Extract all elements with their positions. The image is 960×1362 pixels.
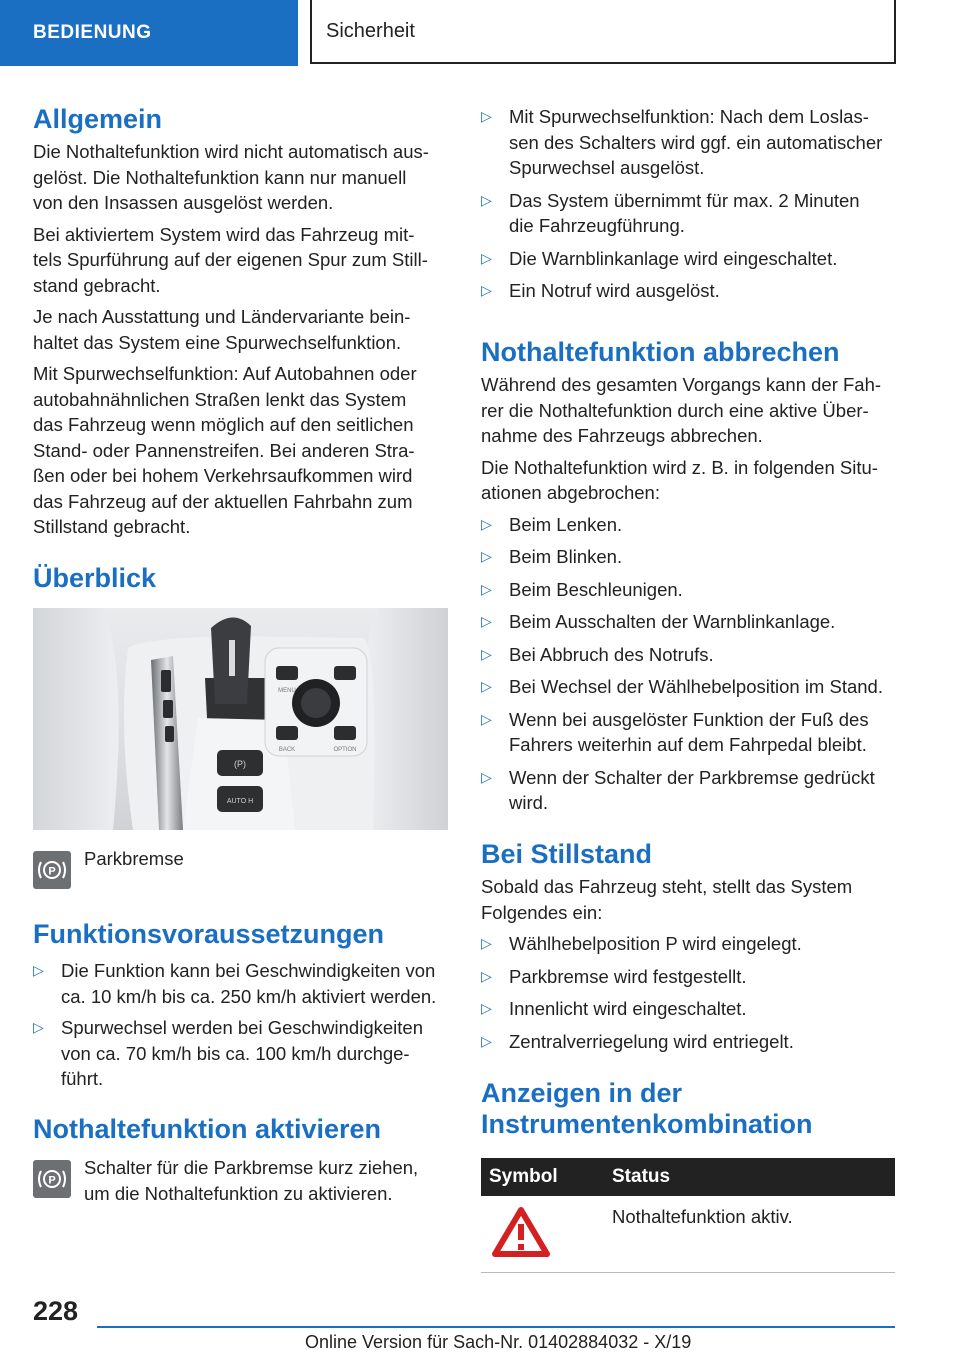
heading-allgemein: Allgemein [33,104,163,134]
bullet-triangle-icon: ▷ [481,580,492,597]
list-item: ▷ Spurwechsel werden bei Geschwindigkeiten von ca. 70 km/h bis ca. 100 km/h durchge- führt. [33,1017,423,1089]
list-item: ▷ Wenn bei ausgelöster Funktion der Fuß des Fahrers weiterhin auf dem Fahrpedal bleibt. [481,708,869,755]
top-list-wrap [481,104,896,304]
paragraph: Mit Spurwechselfunktion: Auf Autobahnen oder autobahnähnlichen Straßen lenkt das System das Fahrzeug wenn möglich auf den seitlichen Stand- oder Pannenstreifen. Bei anderen Stra- ßen oder bei hohem Verkehrsaufkommen wird das Fahrzeug auf der aktuellen Fahrbahn zum Stillstand gebracht. [33,363,417,537]
bullet-triangle-icon: ▷ [481,1032,492,1049]
list-item: ▷ Beim Ausschalten der Warnblinkanlage. [481,609,896,635]
header-title: Sicherheit [326,19,415,42]
paragraph: Während des gesamten Vorgangs kann der Fah- rer die Nothaltefunktion durch eine aktive Über- nahme des Fahrzeugs abbrechen. [481,374,882,446]
list-item: ▷ Zentralverriegelung wird entriegelt. [481,1029,896,1055]
footer-text: Online Version für Sach-Nr. 01402884032 - X/19 [305,1332,692,1352]
page-number: 228 [33,1296,79,1326]
symbol-status-table [481,1158,895,1273]
list-item: ▷ Bei Wechsel der Wählhebelposition im Stand. [481,674,896,700]
section-allgemein [33,104,448,540]
heading-voraussetzungen: Funktionsvoraussetzungen [33,919,385,949]
list-item: ▷ Beim Blinken. [481,544,896,570]
bullet-triangle-icon: ▷ [481,282,492,298]
svg-text:P: P [48,1174,56,1187]
paragraph: Sobald das Fahrzeug steht, stellt das System Folgendes ein: [481,876,853,923]
table-header [481,1158,895,1196]
warning-triangle-icon [491,1206,551,1263]
svg-text:MENU: MENU [278,688,296,694]
bullet-triangle-icon: ▷ [481,935,492,951]
column-header-symbol: Symbol [489,1166,558,1187]
svg-text:P: P [48,865,56,878]
status-text: Nothaltefunktion aktiv. [612,1206,793,1227]
list-item: ▷ Mit Spurwechselfunktion: Nach dem Loslas- sen des Schalters wird ggf. ein automatischer Spurwechsel ausgelöst. [481,106,883,178]
section-ueberblick [33,563,448,594]
status-cell [612,1204,793,1230]
svg-text:AUTO H: AUTO H [226,798,254,805]
paragraph: Bei aktiviertem System wird das Fahrzeug mit- tels Spurführung auf der eigenen Spur zum Still- stand gebracht. [33,223,428,296]
svg-text:(P): (P) [234,759,246,769]
section-aktivieren [33,1114,448,1145]
list-item: ▷ Die Warnblinkanlage wird eingeschaltet. [481,246,896,272]
parkbremse-caption [84,846,184,872]
bullet-triangle-icon: ▷ [481,108,492,124]
list-item: ▷ Parkbremse wird festgestellt. [481,964,896,990]
bullet-triangle-icon: ▷ [481,249,492,266]
list-item: ▷ Beim Beschleunigen. [481,577,896,603]
section-stillstand [481,839,896,1054]
paragraph: Je nach Ausstattung und Ländervariante bein- haltet das System eine Spurwechselfunktion. [33,306,411,353]
table-row [481,1196,895,1273]
page-header [310,0,896,64]
list-item: ▷ Wenn der Schalter der Parkbremse gedrückt wird. [481,766,875,813]
bullet-triangle-icon: ▷ [481,768,492,785]
bullet-triangle-icon: ▷ [481,515,492,532]
aktivieren-icon-wrap [33,1160,71,1198]
caption-text: Parkbremse [84,848,184,869]
bullet-triangle-icon: ▷ [481,191,492,208]
bullet-triangle-icon: ▷ [481,645,492,662]
section-abbrechen [481,337,896,816]
list-item: ▷ Innenlicht wird eingeschaltet. [481,996,896,1022]
paragraph: Die Nothaltefunktion wird nicht automatisch aus- gelöst. Die Nothaltefunktion kann nur manuell von den Insassen ausgelöst werden. [33,141,429,213]
bullet-triangle-icon: ▷ [33,962,44,978]
heading-aktivieren: Nothaltefunktion aktivieren [33,1114,382,1144]
aktivieren-text-wrap [84,1155,454,1206]
center-console-illustration [33,608,448,830]
bullet-triangle-icon: ▷ [481,613,492,629]
bullet-triangle-icon: ▷ [33,1019,44,1035]
section-anzeigen [481,1078,896,1140]
heading-ueberblick: Überblick [33,563,157,593]
bullet-triangle-icon: ▷ [481,967,492,984]
parking-brake-icon [33,851,71,889]
bullet-triangle-icon: ▷ [481,1000,492,1016]
center-console-photo [33,608,448,830]
svg-text:BACK: BACK [278,747,296,753]
list-item: ▷ Ein Notruf wird ausgelöst. [481,278,896,304]
heading-stillstand: Bei Stillstand [481,839,653,869]
list-item: ▷ Das System übernimmt für max. 2 Minuten die Fahrzeugführung. [481,189,860,236]
svg-text:OPTION: OPTION [333,747,357,753]
section-voraussetzungen [33,919,448,1092]
section-tab [0,0,298,66]
parkbremse-legend [33,851,71,889]
heading-abbrechen: Nothaltefunktion abbrechen [481,337,840,367]
bullet-triangle-icon: ▷ [481,710,492,727]
list-item: ▷ Beim Lenken. [481,512,896,538]
column-header-status: Status [612,1166,671,1187]
footer-divider [97,1326,895,1328]
heading-anzeigen: Anzeigen in der Instrumentenkombination [481,1078,813,1139]
aktivieren-text: Schalter für die Parkbremse kurz ziehen, um die Nothaltefunktion zu aktivieren. [84,1157,419,1204]
section-label: BEDIENUNG [33,22,152,43]
bullet-triangle-icon: ▷ [481,548,492,564]
list-item: ▷ Wählhebelposition P wird eingelegt. [481,931,896,957]
parking-brake-icon [33,1160,71,1198]
bullet-triangle-icon: ▷ [481,678,492,694]
list-item: ▷ Die Funktion kann bei Geschwindigkeiten von ca. 10 km/h bis ca. 250 km/h aktiviert werden. [33,960,437,1007]
list-item: ▷ Bei Abbruch des Notrufs. [481,642,896,668]
paragraph: Die Nothaltefunktion wird z. B. in folgenden Situ- ationen abgebrochen: [481,456,878,503]
